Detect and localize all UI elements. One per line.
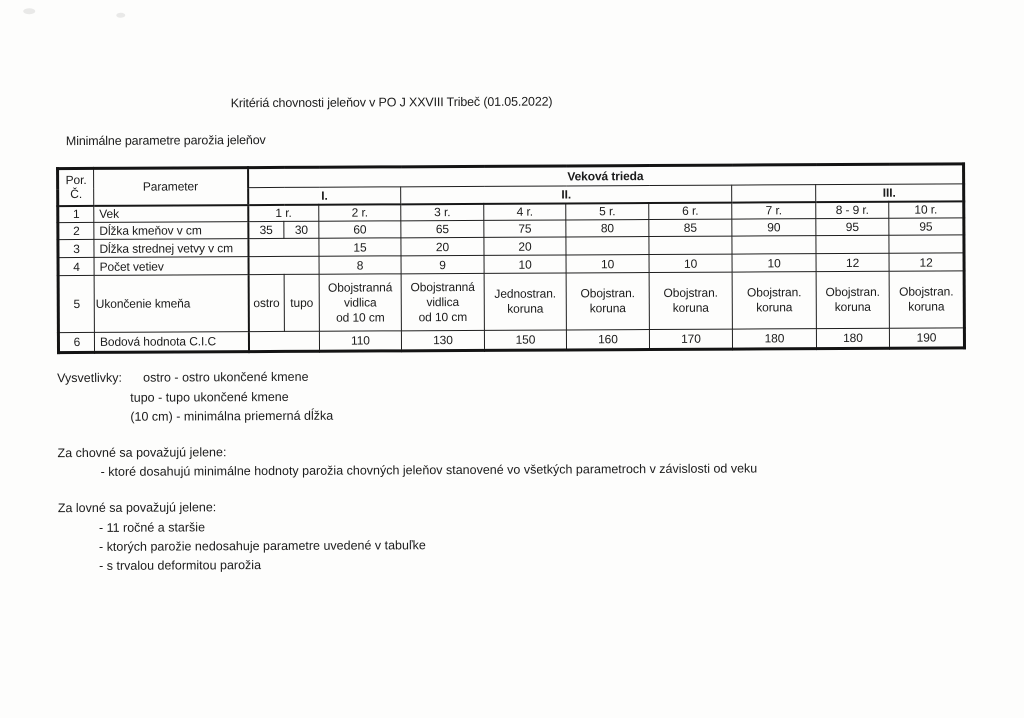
value-cell: ostro — [248, 274, 284, 331]
value-cell: 10 — [566, 255, 649, 273]
age-header: 2 r. — [319, 204, 401, 221]
value-cell — [566, 237, 649, 255]
value-cell: 190 — [889, 328, 964, 348]
section-chovne-item: - ktoré dosahujú minimálne hodnoty parožia chovných jeleňov stanovené vo všetkých parametroch v závislosti od veku — [100, 461, 758, 479]
empty-cell — [732, 185, 816, 202]
age-header: 6 r. — [649, 202, 732, 219]
section-lovne-heading: Za lovné sa považujú jelene: — [57, 500, 217, 516]
value-cell: 15 — [319, 238, 401, 256]
document-title: Kritériá chovnosti jeleňov v PO J XXVIII Tribeč (01.05.2022) — [230, 94, 553, 111]
value-cell: Obojstran. koruna — [732, 272, 816, 329]
value-cell — [649, 236, 732, 254]
value-cell: 20 — [484, 237, 566, 255]
value-cell: 65 — [401, 220, 484, 237]
age-header: 10 r. — [889, 201, 964, 218]
value-cell: 35 — [248, 221, 284, 238]
value-cell: 170 — [649, 329, 732, 349]
value-cell: 130 — [401, 330, 484, 350]
value-cell: 10 — [649, 254, 732, 272]
scan-speck — [23, 8, 35, 14]
value-cell: Obojstran. koruna — [889, 271, 964, 328]
empty-cell — [248, 331, 319, 351]
age-class-II: II. — [401, 185, 732, 204]
criteria-table — [56, 162, 966, 354]
row-label: Ukončenie kmeňa — [94, 275, 248, 333]
value-cell: 180 — [816, 328, 889, 348]
legend-item: tupo - tupo ukončené kmene — [130, 389, 289, 405]
age-header: 5 r. — [566, 203, 649, 220]
age-class-III: III. — [816, 184, 964, 202]
row-label: Počet vetiev — [94, 257, 248, 276]
section-chovne-heading: Za chovné sa považujú jelene: — [57, 445, 227, 461]
value-cell: 90 — [732, 219, 816, 236]
value-cell: 110 — [319, 331, 401, 351]
legend-item: ostro - ostro ukončené kmene — [143, 369, 309, 385]
legend-label: Vysvetlivky: — [57, 370, 123, 386]
section-lovne-item: - ktorých parožie nedosahuje parametre uvedené v tabuľke — [98, 538, 426, 554]
value-cell: 10 — [732, 254, 816, 272]
value-cell — [889, 235, 964, 253]
row-label: Bodová hodnota C.I.C — [94, 332, 248, 353]
row-number: 6 — [58, 332, 94, 352]
age-header: 4 r. — [484, 203, 566, 220]
value-cell: Obojstran. koruna — [566, 273, 649, 330]
value-cell: 9 — [401, 255, 484, 273]
value-cell: Obojstranná vidlica od 10 cm — [319, 274, 401, 331]
value-cell: 30 — [284, 221, 319, 238]
value-cell: Obojstran. koruna — [649, 272, 732, 329]
header-vekova-trieda: Veková trieda — [248, 164, 964, 188]
value-cell: 20 — [401, 237, 484, 255]
value-cell: 12 — [816, 253, 889, 271]
row-number: 2 — [58, 222, 94, 239]
age-header: 1 r. — [248, 204, 319, 221]
value-cell: 8 — [319, 256, 401, 274]
header-por-c: Por. Č. — [58, 168, 94, 205]
empty-cell — [248, 256, 319, 274]
row-number: 1 — [58, 205, 94, 222]
row-number: 5 — [58, 275, 94, 332]
legend-item: (10 cm) - minimálna priemerná dĺžka — [130, 408, 334, 424]
criteria-table-wrapper — [56, 162, 966, 354]
document-subtitle: Minimálne parametre parožia jeleňov — [65, 133, 266, 149]
row-number: 3 — [58, 239, 94, 257]
header-parameter: Parameter — [94, 168, 248, 206]
section-lovne-item: - s trvalou deformitou parožia — [99, 558, 262, 573]
value-cell: 150 — [484, 330, 566, 350]
value-cell: 10 — [484, 255, 566, 273]
value-cell: 12 — [889, 253, 964, 271]
scan-speck — [116, 13, 125, 18]
value-cell: 75 — [484, 220, 566, 237]
value-cell: 60 — [319, 221, 401, 238]
empty-cell — [248, 238, 319, 256]
value-cell — [816, 235, 889, 253]
age-header: 3 r. — [401, 203, 484, 220]
age-class-I: I. — [248, 187, 401, 205]
value-cell: 95 — [816, 218, 889, 235]
row-label: Dĺžka strednej vetvy v cm — [94, 239, 248, 258]
value-cell — [732, 236, 816, 254]
age-header: 8 - 9 r. — [816, 201, 889, 218]
value-cell: 95 — [889, 218, 964, 235]
row-label: Vek — [94, 205, 248, 223]
value-cell: Obojstran. koruna — [816, 271, 889, 328]
value-cell: Jednostran. koruna — [484, 273, 566, 330]
value-cell: Obojstranná vidlica od 10 cm — [401, 273, 484, 330]
row-label: Dĺžka kmeňov v cm — [94, 222, 248, 240]
section-lovne-item: - 11 ročné a staršie — [98, 520, 206, 535]
value-cell: 160 — [566, 330, 649, 350]
value-cell: 80 — [566, 220, 649, 237]
value-cell: 180 — [732, 329, 816, 349]
row-number: 4 — [58, 257, 94, 275]
age-header: 7 r. — [732, 202, 816, 219]
value-cell: 85 — [649, 219, 732, 236]
value-cell: tupo — [284, 274, 319, 331]
